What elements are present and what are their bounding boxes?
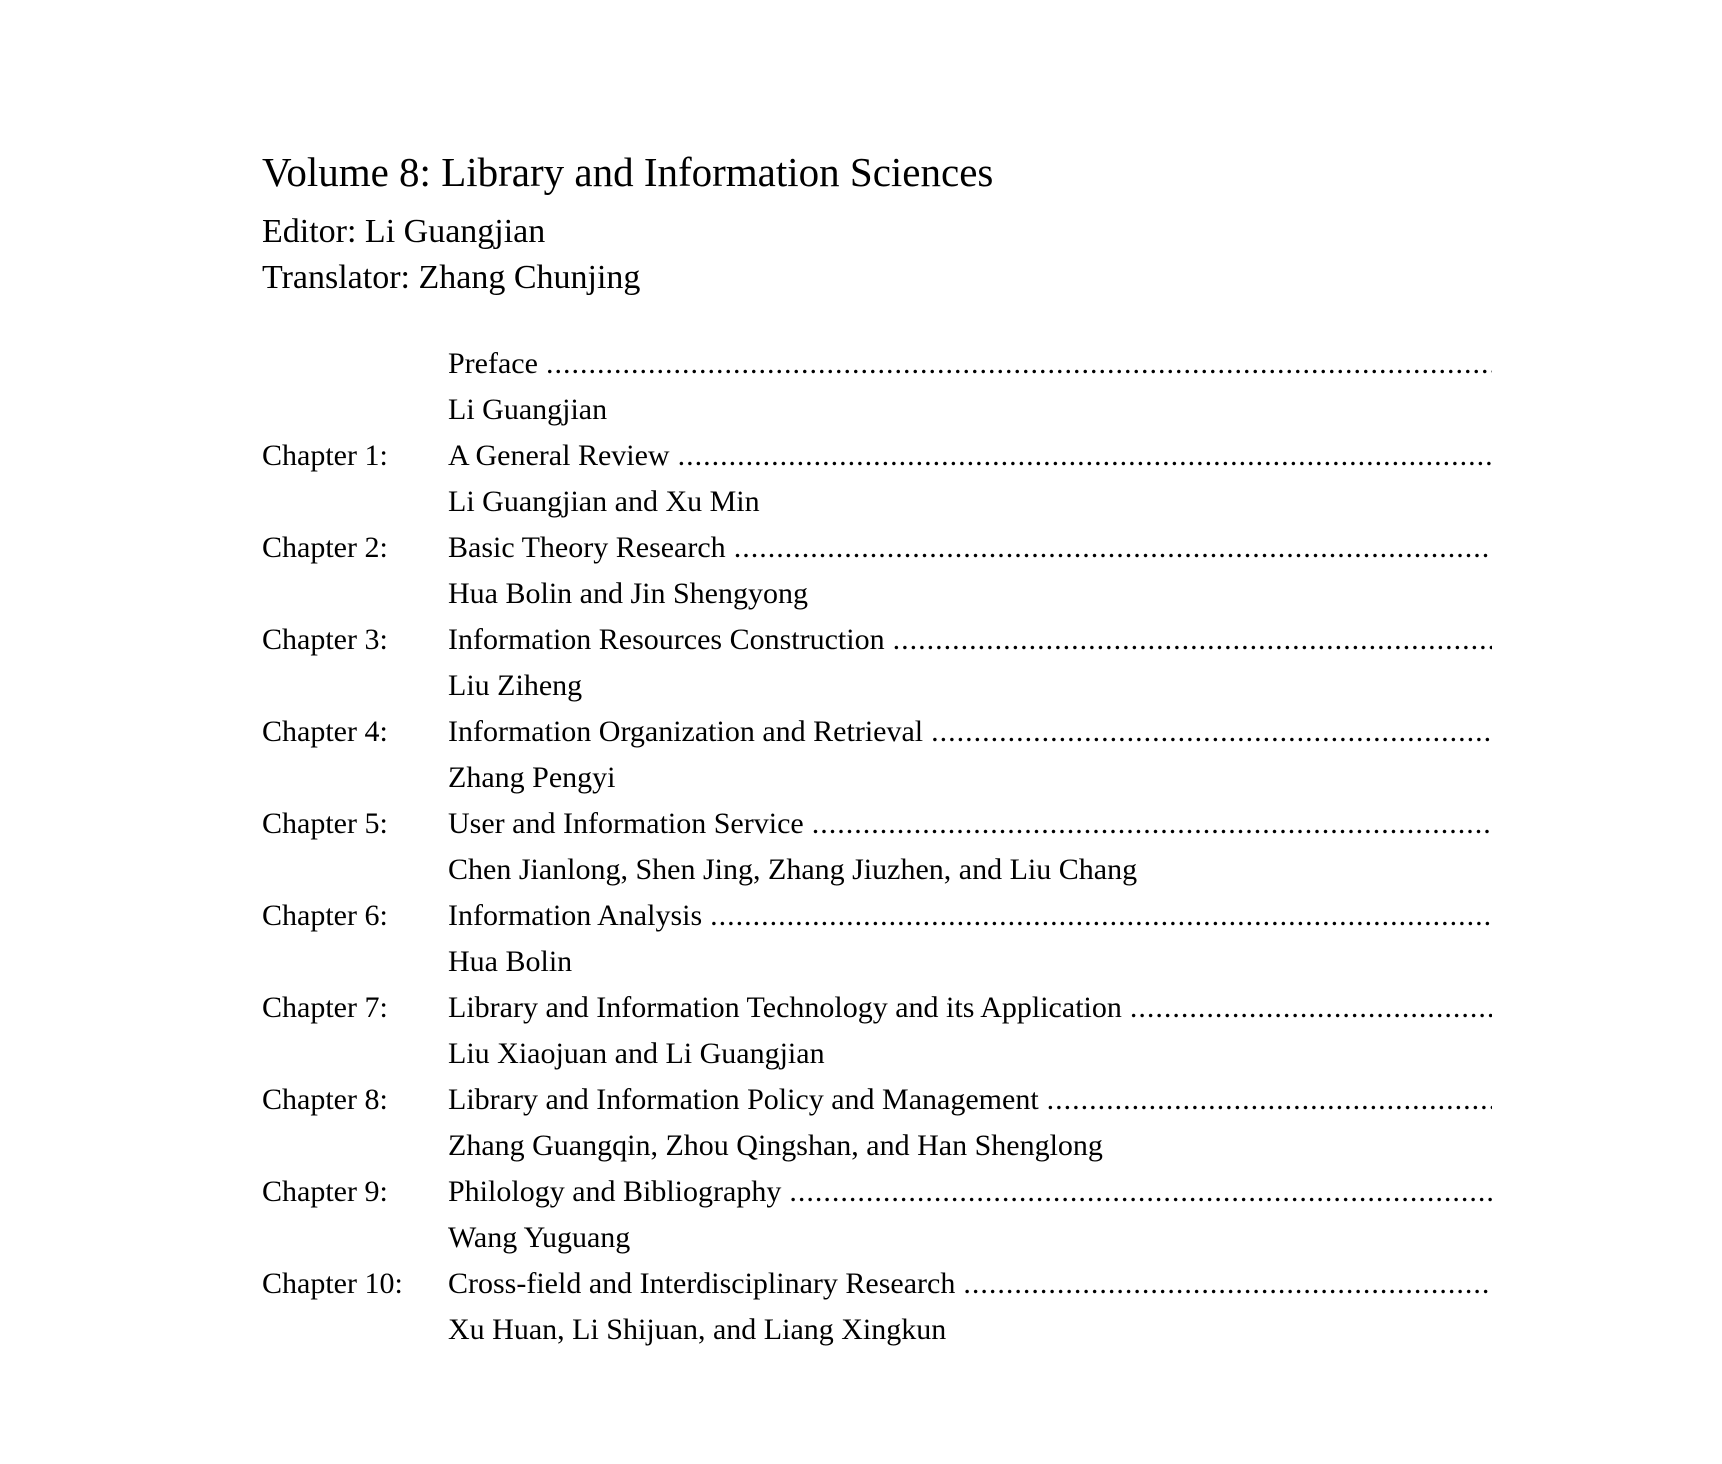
dot-leader — [963, 1261, 1492, 1307]
toc-entry-authors-row — [262, 663, 1492, 709]
toc-entry-authors-row — [262, 847, 1492, 893]
toc-entry-title-row — [262, 341, 1492, 387]
toc-chapter-authors: Liu Ziheng — [448, 669, 583, 702]
dot-leader — [678, 433, 1492, 479]
toc-entry-title-row — [262, 709, 1492, 755]
toc-entry-title-row — [262, 801, 1492, 847]
toc-chapter-title: Library and Information Technology and its Application — [448, 991, 1122, 1024]
toc-chapter-authors: Li Guangjian and Xu Min — [448, 485, 760, 518]
toc-chapter-authors: Chen Jianlong, Shen Jing, Zhang Jiuzhen, and Liu Chang — [448, 853, 1138, 886]
toc-chapter-label: Chapter 10: — [262, 1267, 403, 1300]
toc-entry-authors-row — [262, 479, 1492, 525]
toc-entry-title-row — [262, 525, 1492, 571]
toc-entry-authors-row — [262, 387, 1492, 433]
dot-leader — [893, 617, 1492, 663]
toc-entry-title-row — [262, 1169, 1492, 1215]
toc-entry-title-row — [262, 1077, 1492, 1123]
toc-entry-authors-row — [262, 1307, 1492, 1353]
toc-entry-title-row — [262, 985, 1492, 1031]
toc-chapter-authors: Xu Huan, Li Shijuan, and Liang Xingkun — [448, 1313, 947, 1346]
toc-chapter-label: Chapter 8: — [262, 1083, 388, 1116]
dot-leader — [546, 341, 1492, 387]
toc-chapter-authors: Hua Bolin — [448, 945, 573, 978]
toc-chapter-authors: Li Guangjian — [448, 393, 608, 426]
translator-credit: Translator: Zhang Chunjing — [262, 259, 641, 296]
toc-chapter-authors: Wang Yuguang — [448, 1221, 631, 1254]
toc-chapter-title: Information Organization and Retrieval — [448, 715, 924, 748]
dot-leader — [812, 801, 1492, 847]
toc-chapter-label: Chapter 7: — [262, 991, 388, 1024]
toc-chapter-authors: Hua Bolin and Jin Shengyong — [448, 577, 808, 610]
toc-chapter-title: Philology and Bibliography — [448, 1175, 782, 1208]
toc-chapter-title: Basic Theory Research — [448, 531, 726, 564]
dot-leader — [931, 709, 1492, 755]
toc-entry-title-row — [262, 433, 1492, 479]
toc-chapter-title: A General Review — [448, 439, 670, 472]
toc-entry-authors-row — [262, 1123, 1492, 1169]
toc-chapter-label: Chapter 5: — [262, 807, 388, 840]
table-of-contents — [262, 341, 1492, 1353]
toc-entry-authors-row — [262, 1031, 1492, 1077]
toc-chapter-label: Chapter 2: — [262, 531, 388, 564]
toc-entry-title-row — [262, 1261, 1492, 1307]
toc-chapter-title: Cross-field and Interdisciplinary Research — [448, 1267, 956, 1300]
toc-entry-authors-row — [262, 939, 1492, 985]
toc-chapter-authors: Zhang Pengyi — [448, 761, 616, 794]
toc-entry-title-row — [262, 617, 1492, 663]
toc-chapter-title: Preface — [448, 347, 538, 380]
toc-chapter-authors: Liu Xiaojuan and Li Guangjian — [448, 1037, 825, 1070]
volume-title: Volume 8: Library and Information Sciences — [262, 149, 994, 195]
toc-chapter-title: User and Information Service — [448, 807, 804, 840]
dot-leader — [789, 1169, 1492, 1215]
dot-leader — [1130, 985, 1492, 1031]
toc-chapter-title: Information Analysis — [448, 899, 703, 932]
editor-credit: Editor: Li Guangjian — [262, 213, 546, 250]
toc-chapter-authors: Zhang Guangqin, Zhou Qingshan, and Han Shenglong — [448, 1129, 1103, 1162]
credits — [262, 209, 1492, 301]
toc-chapter-label: Chapter 6: — [262, 899, 388, 932]
toc-chapter-title: Library and Information Policy and Management — [448, 1083, 1039, 1116]
dot-leader — [1047, 1077, 1492, 1123]
toc-chapter-label: Chapter 1: — [262, 439, 388, 472]
toc-chapter-label: Chapter 9: — [262, 1175, 388, 1208]
dot-leader — [734, 525, 1492, 571]
toc-chapter-label: Chapter 3: — [262, 623, 388, 656]
dot-leader — [710, 893, 1492, 939]
toc-chapter-title: Information Resources Construction — [448, 623, 885, 656]
toc-entry-authors-row — [262, 755, 1492, 801]
toc-entry-authors-row — [262, 571, 1492, 617]
document-page — [262, 142, 1492, 1353]
toc-entry-authors-row — [262, 1215, 1492, 1261]
toc-entry-title-row — [262, 893, 1492, 939]
toc-chapter-label: Chapter 4: — [262, 715, 388, 748]
